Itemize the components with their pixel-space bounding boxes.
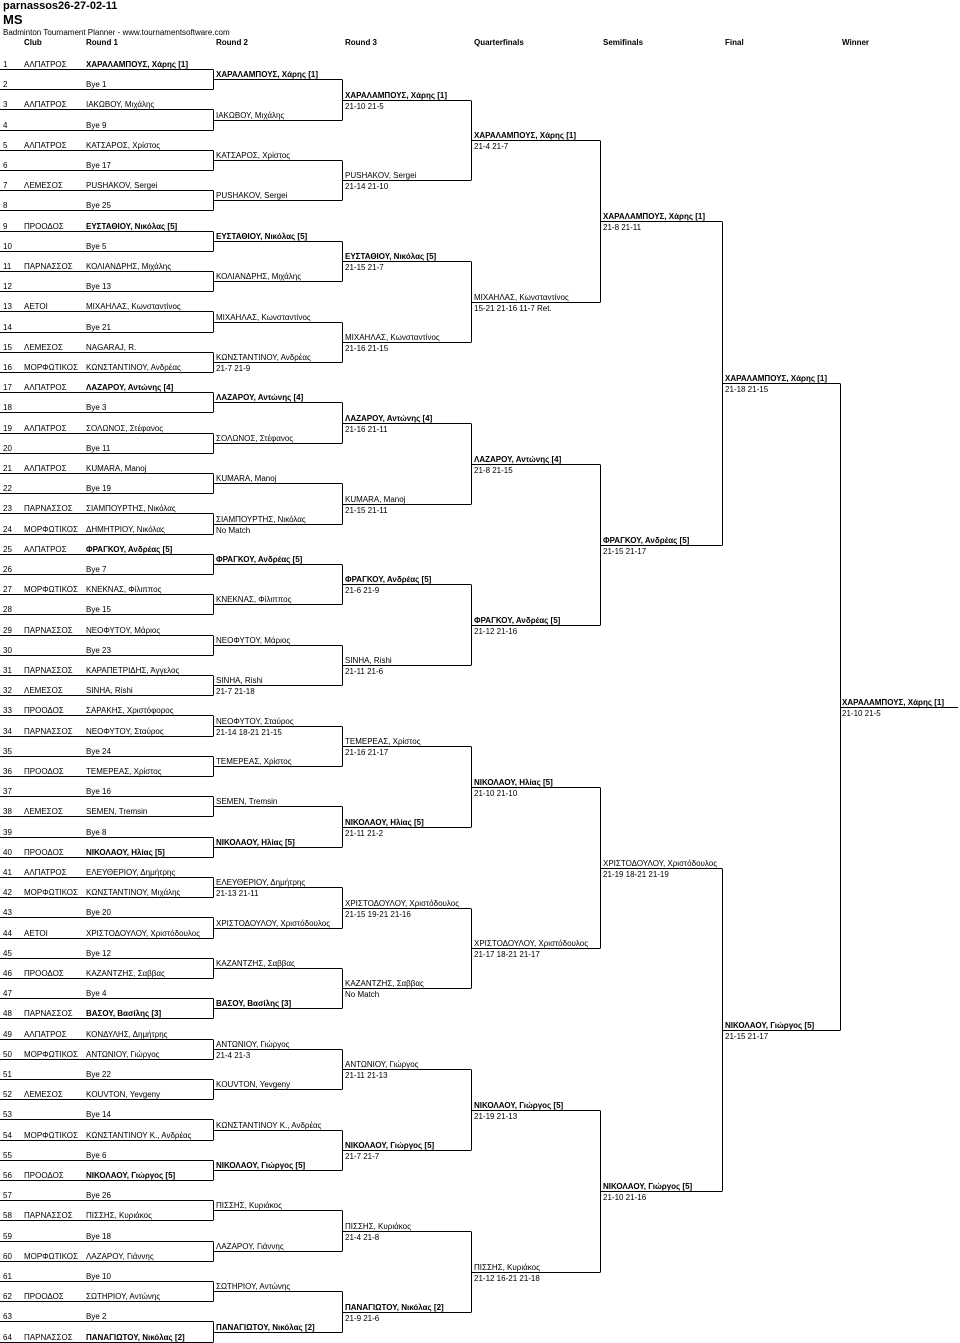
player-name: ΚΟΝΔΥΛΗΣ, Δημήτρης bbox=[86, 1030, 168, 1039]
player-name: Bye 2 bbox=[86, 1312, 107, 1321]
club-name: ΠΑΡΝΑΣΣΟΣ bbox=[24, 1009, 73, 1018]
player-name: KOUVTON, Yevgeny bbox=[86, 1090, 161, 1099]
event-title: MS bbox=[3, 12, 23, 27]
player-name: ΜΙΧΑΗΛΑΣ, Κωνσταντίνος bbox=[86, 302, 181, 311]
club-name: ΠΑΡΝΑΣΣΟΣ bbox=[24, 504, 73, 513]
entry-number: 18 bbox=[3, 403, 12, 412]
entry-number: 35 bbox=[3, 747, 12, 756]
club-name: ΜΟΡΦΩΤΙΚΟΣ bbox=[24, 1050, 78, 1059]
round3-score: 21-11 21-6 bbox=[345, 667, 384, 676]
entry-number: 1 bbox=[3, 60, 8, 69]
entry-number: 62 bbox=[3, 1292, 12, 1301]
round2-player: ΙΑΚΩΒΟΥ, Μιχάλης bbox=[216, 111, 285, 120]
round2-player: ΕΥΣΤΑΘΙΟΥ, Νικόλας [5] bbox=[216, 232, 308, 241]
player-name: ΔΗΜΗΤΡΙΟΥ, Νικόλας bbox=[86, 525, 165, 534]
club-name: ΜΟΡΦΩΤΙΚΟΣ bbox=[24, 888, 78, 897]
col-header-club: Club bbox=[24, 38, 42, 47]
quarterfinals-score: 21-19 21-13 bbox=[474, 1112, 518, 1121]
semifinals-player: ΧΑΡΑΛΑΜΠΟΥΣ, Χάρης [1] bbox=[603, 212, 706, 221]
round2-player: ΧΡΙΣΤΟΔΟΥΛΟΥ, Χριστόδουλος bbox=[216, 919, 331, 928]
round3-score: 21-16 21-15 bbox=[345, 344, 389, 353]
player-name: ΠΙΣΣΗΣ, Κυριάκος bbox=[86, 1211, 152, 1220]
round2-player: ΛΑΖΑΡΟΥ, Γιάννης bbox=[216, 1242, 284, 1251]
final-score: 21-18 21-15 bbox=[725, 385, 769, 394]
entry-number: 2 bbox=[3, 80, 8, 89]
player-name: ΦΡΑΓΚΟΥ, Ανδρέας [5] bbox=[86, 545, 173, 554]
round3-player: ΤΕΜΕΡΕΑΣ, Χρίστος bbox=[345, 737, 421, 746]
player-name: ΚΩΝΣΤΑΝΤΙΝΟΥ Κ., Ανδρέας bbox=[86, 1131, 192, 1140]
player-name: SEMEN, Tremsin bbox=[86, 807, 148, 816]
semifinals-score: 21-10 21-16 bbox=[603, 1193, 647, 1202]
quarterfinals-player: ΛΑΖΑΡΟΥ, Αντώνης [4] bbox=[474, 455, 562, 464]
round2-player: ΑΝΤΩΝΙΟΥ, Γιώργος bbox=[216, 1040, 290, 1049]
round2-player: ΜΙΧΑΗΛΑΣ, Κωνσταντίνος bbox=[216, 313, 311, 322]
club-name: ΠΡΟΟΔΟΣ bbox=[24, 222, 64, 231]
entry-number: 61 bbox=[3, 1272, 12, 1281]
round3-score: 21-16 21-11 bbox=[345, 425, 388, 434]
round3-score: 21-15 21-7 bbox=[345, 263, 384, 272]
club-name: ΜΟΡΦΩΤΙΚΟΣ bbox=[24, 1131, 78, 1140]
entry-number: 41 bbox=[3, 868, 12, 877]
round3-player: ΝΙΚΟΛΑΟΥ, Ηλίας [5] bbox=[345, 818, 424, 827]
club-name: ΛΕΜΕΣΟΣ bbox=[24, 1090, 63, 1099]
entry-number: 30 bbox=[3, 646, 12, 655]
entry-number: 14 bbox=[3, 323, 12, 332]
round3-player: ΧΡΙΣΤΟΔΟΥΛΟΥ, Χριστόδουλος bbox=[345, 899, 460, 908]
round3-score: 21-10 21-5 bbox=[345, 102, 384, 111]
player-name: ΝΙΚΟΛΑΟΥ, Γιώργος [5] bbox=[86, 1171, 176, 1180]
round3-score: 21-14 21-10 bbox=[345, 182, 389, 191]
player-name: Bye 24 bbox=[86, 747, 111, 756]
round2-player: ΚΟΛΙΑΝΔΡΗΣ, Μιχάλης bbox=[216, 272, 302, 281]
round2-player: ΛΑΖΑΡΟΥ, Αντώνης [4] bbox=[216, 393, 304, 402]
round2-player: ΣΙΑΜΠΟΥΡΤΗΣ, Νικόλας bbox=[216, 515, 306, 524]
round3-score: 21-11 21-13 bbox=[345, 1071, 388, 1080]
round2-player: ΒΑΣΟΥ, Βασίλης [3] bbox=[216, 999, 292, 1008]
player-name: ΚΩΝΣΤΑΝΤΙΝΟΥ, Μιχάλης bbox=[86, 888, 181, 897]
player-name: ΤΕΜΕΡΕΑΣ, Χρίστος bbox=[86, 767, 162, 776]
entry-number: 32 bbox=[3, 686, 12, 695]
entry-number: 21 bbox=[3, 464, 12, 473]
round3-score: 21-4 21-8 bbox=[345, 1233, 380, 1242]
round2-player: ΧΑΡΑΛΑΜΠΟΥΣ, Χάρης [1] bbox=[216, 70, 319, 79]
round2-player: PUSHAKOV, Sergei bbox=[216, 191, 288, 200]
round2-player: ΦΡΑΓΚΟΥ, Ανδρέας [5] bbox=[216, 555, 303, 564]
round3-player: KUMARA, Manoj bbox=[345, 495, 406, 504]
entry-number: 47 bbox=[3, 989, 12, 998]
round2-player: ΚΑΖΑΝΤΖΗΣ, Σαββας bbox=[216, 959, 295, 968]
round2-score: 21-7 21-9 bbox=[216, 364, 251, 373]
player-name: ΝΕΟΦΥΤΟΥ, Σταύρος bbox=[86, 727, 164, 736]
entry-number: 26 bbox=[3, 565, 12, 574]
player-name: ΣΟΛΩΝΟΣ, Στέφανος bbox=[86, 424, 164, 433]
entry-number: 10 bbox=[3, 242, 12, 251]
player-name: ΚΑΡΑΠΕΤΡΙΔΗΣ, Άγγελος bbox=[86, 666, 180, 675]
semifinals-player: ΧΡΙΣΤΟΔΟΥΛΟΥ, Χριστόδουλος bbox=[603, 859, 718, 868]
player-name: Bye 9 bbox=[86, 121, 107, 130]
quarterfinals-player: ΝΙΚΟΛΑΟΥ, Ηλίας [5] bbox=[474, 778, 553, 787]
player-name: ΠΑΝΑΓΙΩΤΟΥ, Νικόλας [2] bbox=[86, 1333, 185, 1342]
round2-score: 21-7 21-18 bbox=[216, 687, 255, 696]
entry-number: 50 bbox=[3, 1050, 12, 1059]
round2-player: ΝΙΚΟΛΑΟΥ, Ηλίας [5] bbox=[216, 838, 295, 847]
col-header-semifinals: Semifinals bbox=[603, 38, 644, 47]
round3-player: PUSHAKOV, Sergei bbox=[345, 171, 417, 180]
club-name: ΛΕΜΕΣΟΣ bbox=[24, 686, 63, 695]
club-name: ΑΛΠΑΤΡΟΣ bbox=[24, 424, 67, 433]
club-name: ΠΑΡΝΑΣΣΟΣ bbox=[24, 1333, 73, 1342]
entry-number: 56 bbox=[3, 1171, 12, 1180]
player-name: Bye 10 bbox=[86, 1272, 111, 1281]
club-name: ΠΑΡΝΑΣΣΟΣ bbox=[24, 262, 73, 271]
player-name: KUMARA, Manoj bbox=[86, 464, 147, 473]
player-name: ΛΑΖΑΡΟΥ, Γιάννης bbox=[86, 1252, 154, 1261]
entry-number: 4 bbox=[3, 121, 8, 130]
club-name: ΑΛΠΑΤΡΟΣ bbox=[24, 545, 67, 554]
entry-number: 16 bbox=[3, 363, 12, 372]
entry-number: 9 bbox=[3, 222, 8, 231]
round3-player: ΕΥΣΤΑΘΙΟΥ, Νικόλας [5] bbox=[345, 252, 437, 261]
round3-score: 21-9 21-6 bbox=[345, 1314, 380, 1323]
col-header-winner: Winner bbox=[842, 38, 870, 47]
round2-player: ΣΩΤΗΡΙΟΥ, Αντώνης bbox=[216, 1282, 291, 1291]
player-name: Bye 26 bbox=[86, 1191, 111, 1200]
club-name: ΛΕΜΕΣΟΣ bbox=[24, 181, 63, 190]
round2-player: ΚΩΝΣΤΑΝΤΙΝΟΥ, Ανδρέας bbox=[216, 353, 311, 362]
club-name: ΑΛΠΑΤΡΟΣ bbox=[24, 383, 67, 392]
entry-number: 40 bbox=[3, 848, 12, 857]
entry-number: 46 bbox=[3, 969, 12, 978]
entry-number: 23 bbox=[3, 504, 12, 513]
entry-number: 45 bbox=[3, 949, 12, 958]
round2-player: ΝΕΟΦΥΤΟΥ, Σταύρος bbox=[216, 717, 294, 726]
semifinals-score: 21-15 21-17 bbox=[603, 547, 647, 556]
entry-number: 49 bbox=[3, 1030, 12, 1039]
entry-number: 24 bbox=[3, 525, 12, 534]
entry-number: 48 bbox=[3, 1009, 12, 1018]
round2-player: SEMEN, Tremsin bbox=[216, 797, 278, 806]
quarterfinals-score: 21-10 21-10 bbox=[474, 789, 518, 798]
club-name: ΠΑΡΝΑΣΣΟΣ bbox=[24, 1211, 73, 1220]
player-name: Bye 8 bbox=[86, 828, 107, 837]
entry-number: 54 bbox=[3, 1131, 12, 1140]
entry-number: 7 bbox=[3, 181, 8, 190]
round3-score: 21-16 21-17 bbox=[345, 748, 389, 757]
player-name: NAGARAJ, R. bbox=[86, 343, 137, 352]
semifinals-player: ΦΡΑΓΚΟΥ, Ανδρέας [5] bbox=[603, 536, 690, 545]
final-player: ΧΑΡΑΛΑΜΠΟΥΣ, Χάρης [1] bbox=[725, 374, 828, 383]
round2-player: ΚΩΝΣΤΑΝΤΙΝΟΥ Κ., Ανδρέας bbox=[216, 1121, 322, 1130]
player-name: ΝΕΟΦΥΤΟΥ, Μάριος bbox=[86, 626, 161, 635]
entry-number: 25 bbox=[3, 545, 12, 554]
entry-number: 11 bbox=[3, 262, 12, 271]
entry-number: 33 bbox=[3, 706, 12, 715]
quarterfinals-score: 21-12 16-21 21-18 bbox=[474, 1274, 540, 1283]
entry-number: 15 bbox=[3, 343, 12, 352]
player-name: ΚΑΖΑΝΤΖΗΣ, Σαββας bbox=[86, 969, 165, 978]
round2-player: ΕΛΕΥΘΕΡΙΟΥ, Δημήτρης bbox=[216, 878, 306, 887]
club-name: ΠΑΡΝΑΣΣΟΣ bbox=[24, 727, 73, 736]
winner-player: ΧΑΡΑΛΑΜΠΟΥΣ, Χάρης [1] bbox=[842, 698, 945, 707]
club-name: ΑΛΠΑΤΡΟΣ bbox=[24, 1030, 67, 1039]
club-name: ΑΕΤΟΙ bbox=[24, 929, 48, 938]
quarterfinals-player: ΜΙΧΑΗΛΑΣ, Κωνσταντίνος bbox=[474, 293, 569, 302]
entry-number: 43 bbox=[3, 908, 12, 917]
round3-score: 21-6 21-9 bbox=[345, 586, 380, 595]
round2-player: ΚΑΤΣΑΡΟΣ, Χρίστος bbox=[216, 151, 291, 160]
player-name: ΚΝΕΚΝΑΣ, Φίλιππος bbox=[86, 585, 162, 594]
col-header-round3: Round 3 bbox=[345, 38, 377, 47]
quarterfinals-player: ΦΡΑΓΚΟΥ, Ανδρέας [5] bbox=[474, 616, 561, 625]
entry-number: 12 bbox=[3, 282, 12, 291]
player-name: Bye 22 bbox=[86, 1070, 111, 1079]
player-name: Bye 12 bbox=[86, 949, 111, 958]
entry-number: 52 bbox=[3, 1090, 12, 1099]
club-name: ΠΡΟΟΔΟΣ bbox=[24, 969, 64, 978]
player-name: Bye 19 bbox=[86, 484, 111, 493]
entry-number: 38 bbox=[3, 807, 12, 816]
entry-number: 28 bbox=[3, 605, 12, 614]
player-name: Bye 15 bbox=[86, 605, 111, 614]
round2-player: ΝΙΚΟΛΑΟΥ, Γιώργος [5] bbox=[216, 1161, 306, 1170]
entry-number: 13 bbox=[3, 302, 12, 311]
player-name: SINHA, Rishi bbox=[86, 686, 133, 695]
round2-player: SINHA, Rishi bbox=[216, 676, 263, 685]
player-name: Bye 17 bbox=[86, 161, 111, 170]
round2-score: 21-4 21-3 bbox=[216, 1051, 251, 1060]
entry-number: 31 bbox=[3, 666, 12, 675]
round3-player: ΠΑΝΑΓΙΩΤΟΥ, Νικόλας [2] bbox=[345, 1303, 444, 1312]
club-name: ΠΑΡΝΑΣΣΟΣ bbox=[24, 666, 73, 675]
entry-number: 58 bbox=[3, 1211, 12, 1220]
round2-player: ΠΙΣΣΗΣ, Κυριάκος bbox=[216, 1201, 282, 1210]
file-title: parnassos26-27-02-11 bbox=[3, 0, 118, 12]
player-name: ΕΥΣΤΑΘΙΟΥ, Νικόλας [5] bbox=[86, 222, 178, 231]
player-name: ΧΡΙΣΤΟΔΟΥΛΟΥ, Χριστόδουλος bbox=[86, 929, 201, 938]
player-name: Bye 25 bbox=[86, 201, 111, 210]
club-name: ΜΟΡΦΩΤΙΚΟΣ bbox=[24, 525, 78, 534]
round3-score: 21-7 21-7 bbox=[345, 1152, 380, 1161]
entry-number: 59 bbox=[3, 1232, 12, 1241]
round3-player: ΦΡΑΓΚΟΥ, Ανδρέας [5] bbox=[345, 575, 432, 584]
player-name: Bye 21 bbox=[86, 323, 111, 332]
entry-number: 37 bbox=[3, 787, 12, 796]
player-name: ΕΛΕΥΘΕΡΙΟΥ, Δημήτρης bbox=[86, 868, 176, 877]
player-name: Bye 20 bbox=[86, 908, 111, 917]
player-name: Bye 4 bbox=[86, 989, 107, 998]
round2-score: No Match bbox=[216, 526, 251, 535]
round3-player: ΚΑΖΑΝΤΖΗΣ, Σαββας bbox=[345, 979, 424, 988]
round2-player: ΝΕΟΦΥΤΟΥ, Μάριος bbox=[216, 636, 291, 645]
player-name: Bye 16 bbox=[86, 787, 111, 796]
round3-player: ΝΙΚΟΛΑΟΥ, Γιώργος [5] bbox=[345, 1141, 435, 1150]
round2-player: ΚΝΕΚΝΑΣ, Φίλιππος bbox=[216, 595, 292, 604]
round3-player: ΑΝΤΩΝΙΟΥ, Γιώργος bbox=[345, 1060, 419, 1069]
quarterfinals-score: 21-4 21-7 bbox=[474, 142, 509, 151]
quarterfinals-score: 15-21 21-16 11-7 Ret. bbox=[474, 304, 552, 313]
entry-number: 36 bbox=[3, 767, 12, 776]
club-name: ΑΛΠΑΤΡΟΣ bbox=[24, 868, 67, 877]
entry-number: 64 bbox=[3, 1333, 12, 1342]
entry-number: 3 bbox=[3, 100, 8, 109]
club-name: ΠΡΟΟΔΟΣ bbox=[24, 767, 64, 776]
entry-number: 55 bbox=[3, 1151, 12, 1160]
player-name: ΑΝΤΩΝΙΟΥ, Γιώργος bbox=[86, 1050, 160, 1059]
col-header-final: Final bbox=[725, 38, 744, 47]
club-name: ΛΕΜΕΣΟΣ bbox=[24, 807, 63, 816]
player-name: ΛΑΖΑΡΟΥ, Αντώνης [4] bbox=[86, 383, 174, 392]
round3-score: No Match bbox=[345, 990, 380, 999]
winner-score: 21-10 21-5 bbox=[842, 709, 881, 718]
entry-number: 20 bbox=[3, 444, 12, 453]
player-name: PUSHAKOV, Sergei bbox=[86, 181, 158, 190]
quarterfinals-player: ΧΑΡΑΛΑΜΠΟΥΣ, Χάρης [1] bbox=[474, 131, 577, 140]
club-name: ΠΡΟΟΔΟΣ bbox=[24, 1171, 64, 1180]
club-name: ΜΟΡΦΩΤΙΚΟΣ bbox=[24, 585, 78, 594]
entry-number: 27 bbox=[3, 585, 12, 594]
quarterfinals-score: 21-12 21-16 bbox=[474, 627, 518, 636]
round3-player: SINHA, Rishi bbox=[345, 656, 392, 665]
player-name: ΚΑΤΣΑΡΟΣ, Χρίστος bbox=[86, 141, 161, 150]
player-name: ΣΑΡΑΚΗΣ, Χριστόφορος bbox=[86, 706, 174, 715]
col-header-round2: Round 2 bbox=[216, 38, 248, 47]
entry-number: 29 bbox=[3, 626, 12, 635]
col-header-round1: Round 1 bbox=[86, 38, 118, 47]
semifinals-score: 21-8 21-11 bbox=[603, 223, 642, 232]
round3-score: 21-15 19-21 21-16 bbox=[345, 910, 411, 919]
final-player: ΝΙΚΟΛΑΟΥ, Γιώργος [5] bbox=[725, 1021, 815, 1030]
quarterfinals-player: ΠΙΣΣΗΣ, Κυριάκος bbox=[474, 1263, 540, 1272]
entry-number: 34 bbox=[3, 727, 12, 736]
club-name: ΑΛΠΑΤΡΟΣ bbox=[24, 100, 67, 109]
round3-player: ΜΙΧΑΗΛΑΣ, Κωνσταντίνος bbox=[345, 333, 440, 342]
round3-player: ΠΙΣΣΗΣ, Κυριάκος bbox=[345, 1222, 411, 1231]
entry-number: 63 bbox=[3, 1312, 12, 1321]
col-header-quarterfinals: Quarterfinals bbox=[474, 38, 524, 47]
player-name: Bye 1 bbox=[86, 80, 107, 89]
player-name: Bye 7 bbox=[86, 565, 107, 574]
semifinals-score: 21-19 18-21 21-19 bbox=[603, 870, 669, 879]
software-credit: Badminton Tournament Planner - www.tournamentsoftware.com bbox=[3, 28, 230, 37]
round2-player: ΠΑΝΑΓΙΩΤΟΥ, Νικόλας [2] bbox=[216, 1323, 315, 1332]
entry-number: 57 bbox=[3, 1191, 12, 1200]
entry-number: 6 bbox=[3, 161, 8, 170]
quarterfinals-score: 21-17 18-21 21-17 bbox=[474, 950, 540, 959]
player-name: ΧΑΡΑΛΑΜΠΟΥΣ, Χάρης [1] bbox=[86, 60, 189, 69]
round2-player: KUMARA, Manoj bbox=[216, 474, 277, 483]
player-name: ΚΟΛΙΑΝΔΡΗΣ, Μιχάλης bbox=[86, 262, 172, 271]
player-name: Bye 13 bbox=[86, 282, 111, 291]
club-name: ΠΡΟΟΔΟΣ bbox=[24, 1292, 64, 1301]
entry-number: 51 bbox=[3, 1070, 12, 1079]
round3-player: ΛΑΖΑΡΟΥ, Αντώνης [4] bbox=[345, 414, 433, 423]
player-name: Bye 6 bbox=[86, 1151, 107, 1160]
player-name: Bye 11 bbox=[86, 444, 111, 453]
entry-number: 42 bbox=[3, 888, 12, 897]
player-name: Bye 5 bbox=[86, 242, 107, 251]
round2-player: KOUVTON, Yevgeny bbox=[216, 1080, 291, 1089]
club-name: ΠΑΡΝΑΣΣΟΣ bbox=[24, 626, 73, 635]
entry-number: 22 bbox=[3, 484, 12, 493]
club-name: ΑΛΠΑΤΡΟΣ bbox=[24, 464, 67, 473]
player-name: ΙΑΚΩΒΟΥ, Μιχάλης bbox=[86, 100, 155, 109]
club-name: ΛΕΜΕΣΟΣ bbox=[24, 343, 63, 352]
entry-number: 19 bbox=[3, 424, 12, 433]
player-name: Bye 18 bbox=[86, 1232, 111, 1241]
round3-score: 21-11 21-2 bbox=[345, 829, 384, 838]
round2-score: 21-13 21-11 bbox=[216, 889, 259, 898]
club-name: ΑΕΤΟΙ bbox=[24, 302, 48, 311]
entry-number: 17 bbox=[3, 383, 12, 392]
entry-number: 8 bbox=[3, 201, 8, 210]
round3-score: 21-15 21-11 bbox=[345, 506, 388, 515]
player-name: Bye 3 bbox=[86, 403, 107, 412]
semifinals-player: ΝΙΚΟΛΑΟΥ, Γιώργος [5] bbox=[603, 1182, 693, 1191]
quarterfinals-player: ΧΡΙΣΤΟΔΟΥΛΟΥ, Χριστόδουλος bbox=[474, 939, 589, 948]
club-name: ΠΡΟΟΔΟΣ bbox=[24, 848, 64, 857]
quarterfinals-player: ΝΙΚΟΛΑΟΥ, Γιώργος [5] bbox=[474, 1101, 564, 1110]
round2-player: ΣΟΛΩΝΟΣ, Στέφανος bbox=[216, 434, 294, 443]
player-name: Bye 23 bbox=[86, 646, 111, 655]
entry-number: 53 bbox=[3, 1110, 12, 1119]
round2-score: 21-14 18-21 21-15 bbox=[216, 728, 282, 737]
player-name: ΚΩΝΣΤΑΝΤΙΝΟΥ, Ανδρέας bbox=[86, 363, 181, 372]
club-name: ΜΟΡΦΩΤΙΚΟΣ bbox=[24, 1252, 78, 1261]
player-name: ΒΑΣΟΥ, Βασίλης [3] bbox=[86, 1009, 162, 1018]
round2-player: ΤΕΜΕΡΕΑΣ, Χρίστος bbox=[216, 757, 292, 766]
club-name: ΜΟΡΦΩΤΙΚΟΣ bbox=[24, 363, 78, 372]
final-score: 21-15 21-17 bbox=[725, 1032, 769, 1041]
entry-number: 44 bbox=[3, 929, 12, 938]
quarterfinals-score: 21-8 21-15 bbox=[474, 466, 513, 475]
player-name: ΣΩΤΗΡΙΟΥ, Αντώνης bbox=[86, 1292, 161, 1301]
entry-number: 60 bbox=[3, 1252, 12, 1261]
entry-number: 5 bbox=[3, 141, 8, 150]
club-name: ΑΛΠΑΤΡΟΣ bbox=[24, 141, 67, 150]
player-name: ΣΙΑΜΠΟΥΡΤΗΣ, Νικόλας bbox=[86, 504, 176, 513]
club-name: ΑΛΠΑΤΡΟΣ bbox=[24, 60, 67, 69]
entry-number: 39 bbox=[3, 828, 12, 837]
player-name: ΝΙΚΟΛΑΟΥ, Ηλίας [5] bbox=[86, 848, 165, 857]
club-name: ΠΡΟΟΔΟΣ bbox=[24, 706, 64, 715]
player-name: Bye 14 bbox=[86, 1110, 111, 1119]
round3-player: ΧΑΡΑΛΑΜΠΟΥΣ, Χάρης [1] bbox=[345, 91, 448, 100]
